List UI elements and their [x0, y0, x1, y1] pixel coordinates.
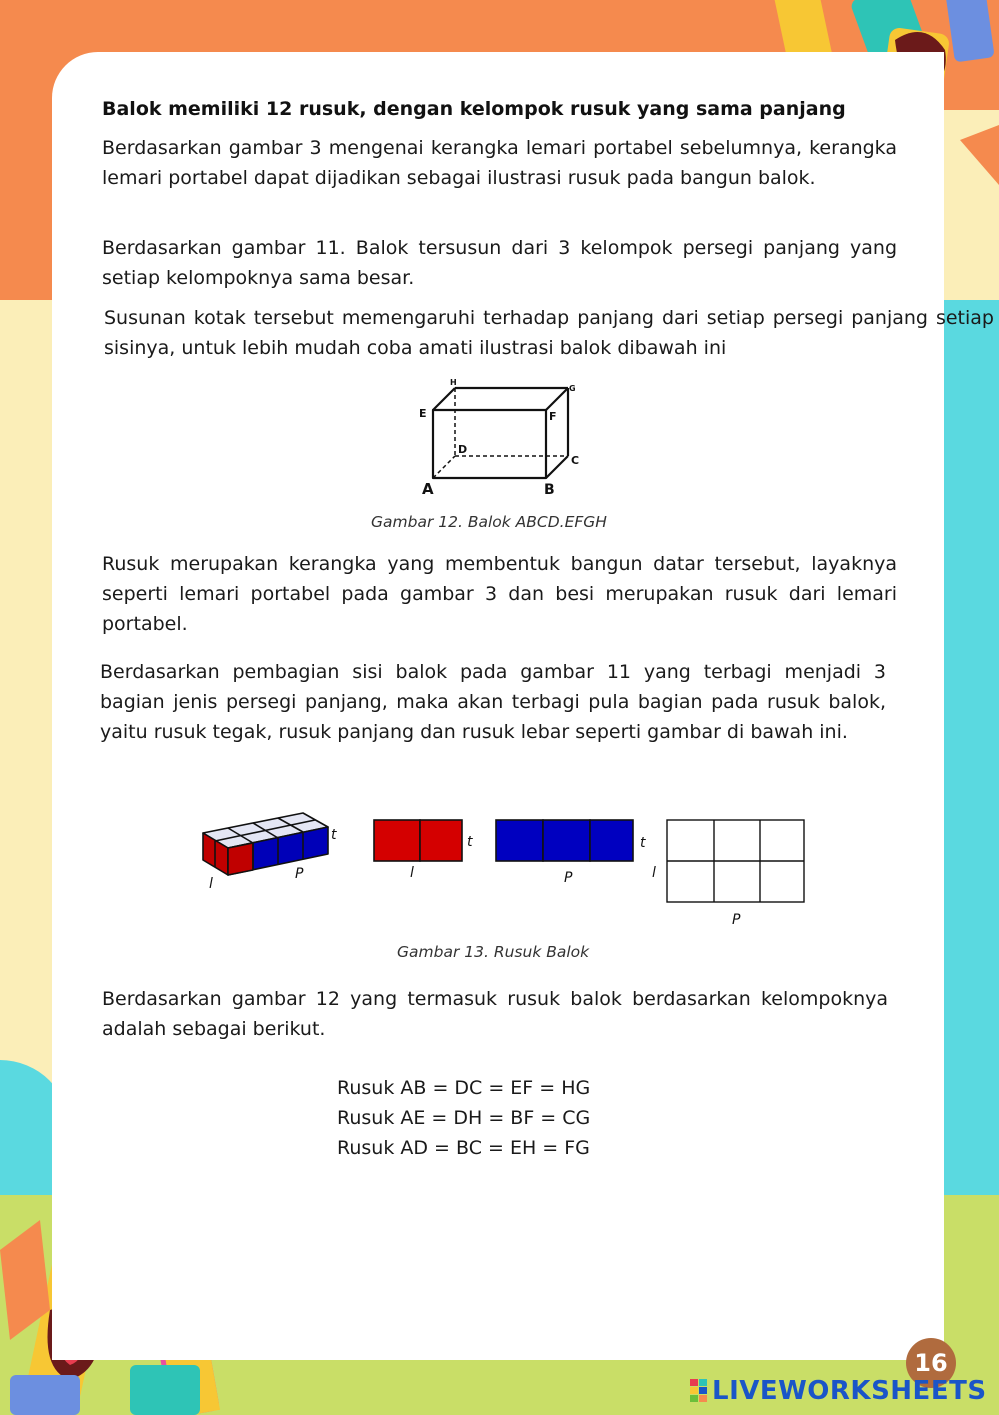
rusuk-list-item-3: Rusuk AD = BC = EH = FG — [337, 1137, 590, 1159]
paragraph-4: Rusuk merupakan kerangka yang membentuk bangun datar tersebut, layaknya seperti lemari portabel pada gambar 3 dan besi merupakan rusuk dari lemari portabel. — [102, 553, 897, 635]
red-rectangle-figure — [370, 815, 480, 885]
figure-12-caption: Gambar 12. Balok ABCD.EFGH — [371, 513, 607, 531]
white-grid-figure — [648, 815, 808, 930]
label-t-block: t — [331, 827, 337, 843]
rusuk-list-item-1: Rusuk AB = DC = EF = HG — [337, 1077, 591, 1099]
blue-rectangle-figure — [492, 815, 662, 890]
label-p-blue: P — [564, 870, 573, 886]
paragraph-3: Susunan kotak tersebut memengaruhi terhadap panjang dari setiap persegi panjang setiap sisinya, untuk lebih mudah coba amati ilustrasi balok dibawah ini — [104, 307, 994, 359]
figure-13-caption: Gambar 13. Rusuk Balok — [397, 943, 590, 961]
vertex-label-a: A — [422, 480, 434, 498]
vertex-label-f: F — [549, 410, 557, 423]
label-l-block: l — [209, 876, 213, 892]
paragraph-5: Berdasarkan pembagian sisi balok pada gambar 11 yang terbagi menjadi 3 bagian jenis persegi panjang, maka akan terbagi pula bagian pada rusuk balok, yaitu rusuk tegak, rusuk panjang dan rusuk lebar seperti gambar di bawah ini. — [100, 661, 886, 743]
cuboid-figure — [410, 375, 590, 500]
vertex-label-e: E — [419, 407, 427, 420]
paragraph-1: Berdasarkan gambar 3 mengenai kerangka lemari portabel sebelumnya, kerangka lemari portabel dapat dijadikan sebagai ilustrasi rusuk pada bangun balok. — [102, 137, 897, 189]
cube-block-figure — [195, 800, 355, 895]
cuboid-front-face — [433, 410, 546, 478]
vertex-label-d: D — [458, 443, 468, 456]
vertex-label-c: C — [571, 454, 580, 467]
section-heading: Balok memiliki 12 rusuk, dengan kelompok rusuk yang sama panjang — [102, 98, 846, 120]
liveworksheets-watermark[interactable]: LIVEWORKSHEETS — [712, 1376, 987, 1406]
vertex-label-b: B — [544, 482, 555, 498]
label-l-red: l — [410, 865, 414, 881]
paragraph-6: Berdasarkan gambar 12 yang termasuk rusuk balok berdasarkan kelompoknya adalah sebagai berikut. — [102, 988, 888, 1040]
rusuk-list-item-2: Rusuk AE = DH = BF = CG — [337, 1107, 591, 1129]
vertex-label-g: G — [569, 384, 576, 393]
page-number: 16 — [906, 1338, 956, 1388]
liveworksheets-logo-icon — [690, 1379, 708, 1403]
label-t-red: t — [467, 834, 473, 850]
paragraph-2: Berdasarkan gambar 11. Balok tersusun dari 3 kelompok persegi panjang yang setiap kelompoknya sama besar. — [102, 237, 897, 289]
label-p-grid: P — [732, 912, 741, 928]
label-l-grid: l — [652, 865, 656, 881]
label-p-block: P — [295, 866, 304, 882]
label-t-blue: t — [640, 835, 646, 851]
vertex-label-h: H — [450, 378, 457, 387]
